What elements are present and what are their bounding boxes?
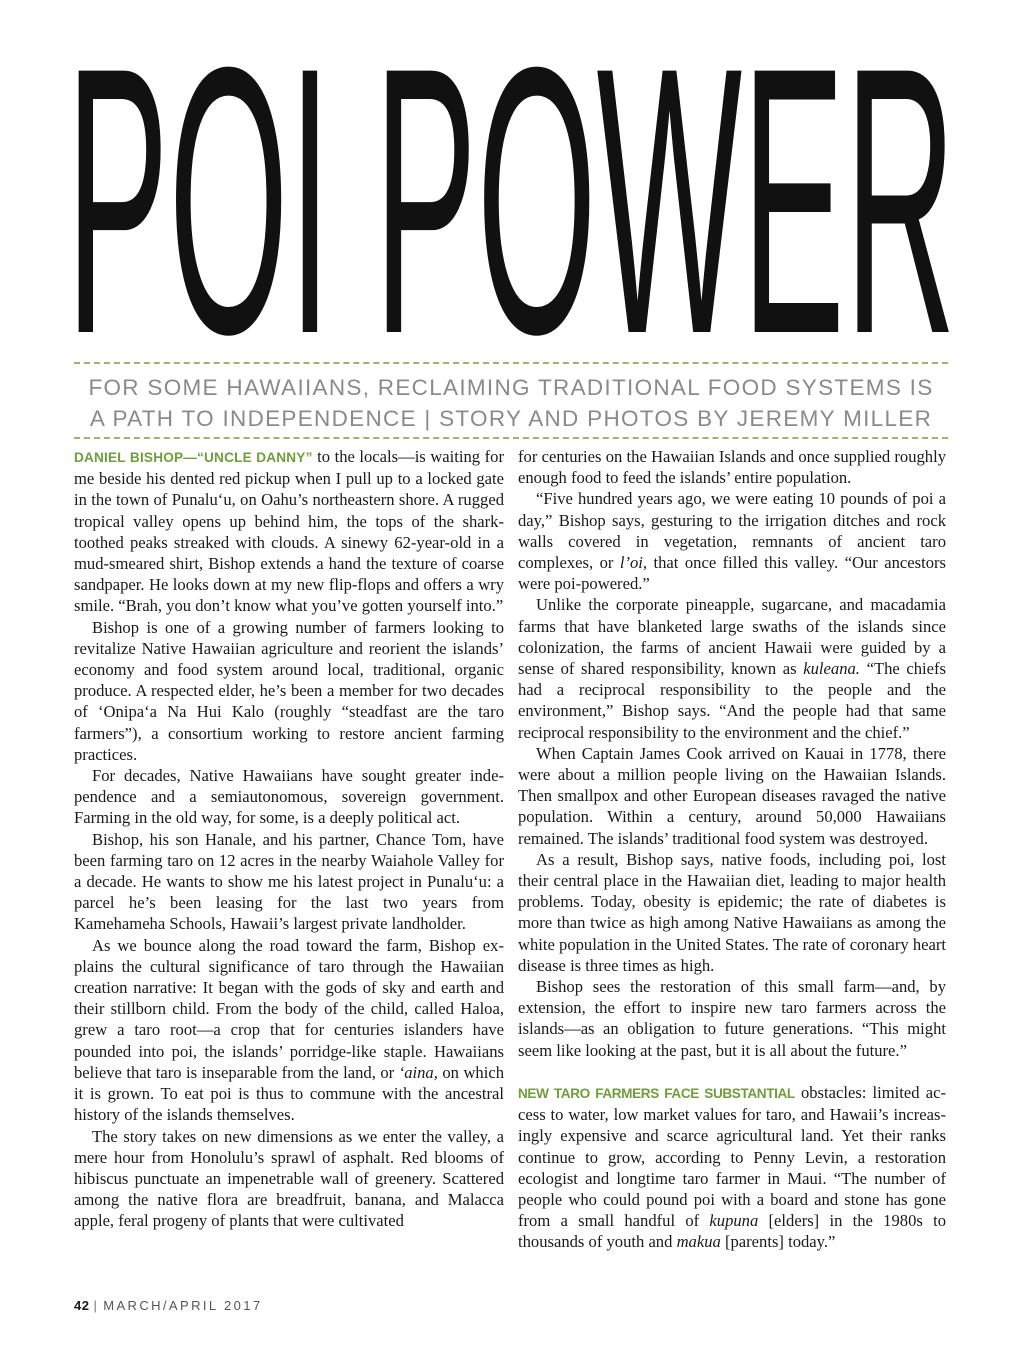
paragraph: As a result, Bishop says, native foods, including poi, lost their central place in the Hawaiian diet, leading to major health problems. Today, obesity is epidemic; the rate of diabetes is more than twice as high among Native Hawaiians as among the white population in the United States. The rate of coronary heart disease is three times as high. — [518, 849, 946, 975]
article-column-left — [74, 446, 504, 1232]
paragraph-text: Unlike the corporate pineapple, sugarcane, and macadamia farms that have blanketed large swaths of the islands since colonization, the farms of ancient Hawaii were guided by a sense of shared responsibility, known as — [518, 595, 946, 679]
paragraph — [518, 594, 946, 742]
headline-text: POI POWER — [66, 48, 956, 354]
page-number: 42 — [74, 1298, 90, 1313]
headline — [66, 48, 956, 354]
paragraph-text: As we bounce along the road toward the farm, Bishop explains the cultural significance of taro through the Hawaiian creation narrative: It began with the gods of sky and earth and their stillborn child. From the body of the child, called Haloa, grew a taro root—a crop that for centuries islanders have pounded into poi, the islands’ porridge-like staple. Hawaiians believe that taro is inseparable from the land, or — [74, 935, 504, 1082]
hawaiian-term: makua — [676, 1232, 721, 1252]
paragraph-text: on which it is grown. To eat poi is thus to commune with the ancestral history of the islands themselves. — [74, 1062, 504, 1125]
deck-subtitle — [74, 372, 948, 434]
paragraph-text: “Five hundred years ago, we were eating 10 pounds of poi a day,” Bishop says, gesturing to the irrigation ditches and rock walls covered in vegetation, remnants of ancient taro complexes, or — [518, 489, 946, 573]
issue-date: MARCH/APRIL 2017 — [103, 1298, 263, 1313]
paragraph: for centuries on the Hawaiian Islands and once supplied roughly enough food to feed the islands’ entire population. — [518, 447, 946, 488]
paragraph — [74, 446, 504, 617]
paragraph-text: [parents] today.” — [720, 1232, 836, 1252]
headline-graphic — [66, 48, 956, 354]
lead-in: DANIEL BISHOP—“UNCLE DANNY” — [74, 450, 313, 465]
paragraph-text: to the locals—is waiting for me beside his dented red pickup when I pull up to a locked gate in the town of Punalu‘u, on Oahu’s northeastern shore. A rugged tropical valley opens up behind him, the tops of the shark-toothed peaks streaked with clouds. A sinewy 62-year-old in a mud-smeared shirt, Bishop extends a hand the texture of coarse sandpaper. He looks down at my new flip-flops and offers a wry smile. “Brah, you don’t know what you’ve gotten yourself into.” — [74, 447, 504, 616]
paragraph — [74, 935, 504, 1126]
paragraph: Bishop, his son Hanale, and his partner, Chance Tom, have been farming taro on 12 acres in the nearby Waiahole Valley for a decade. He wants to show me his latest project in Punalu‘u: a parcel he’s been leasing for the last two years from Kamehameha Schools, Hawaii’s largest private landholder. — [74, 829, 504, 934]
article-column-right — [518, 446, 946, 1253]
paragraph: The story takes on new dimensions as we enter the valley, a mere hour from Honolulu’s sprawl of asphalt. Red blooms of hibiscus punctuate an impenetrable wall of greenery. Scattered among the native flora are breadfruit, banana, and Malacca apple, feral progeny of plants that were cultivated — [74, 1126, 504, 1231]
paragraph-text: “The chiefs had a reciprocal responsibility to the people and the environment,” Bishop says. “And the people had that same reciprocal responsibility to the environment and the chief.” — [518, 659, 946, 742]
paragraph: For decades, Native Hawaiians have sought greater independence and a semiautonomous, sovereign government. Farming in the old way, for some, is a deeply political act. — [74, 766, 504, 828]
hawaiian-term: ‘aina, — [398, 1062, 438, 1082]
folio — [74, 1298, 263, 1313]
hawaiian-term: kupuna — [709, 1211, 759, 1231]
paragraph: When Captain James Cook arrived on Kauai in 1778, there were about a million people living on the Hawaiian Islands. Then smallpox and other European diseases ravaged the native population. Within a century, around 50,000 Hawaiians remained. The islands’ traditional food system was destroyed. — [518, 743, 946, 848]
paragraph: Bishop sees the restoration of this small farm—and, by extension, the effort to inspire new taro farmers across the islands—as an obligation to future generations. “This might seem like looking at the past, but it is all about the future.” — [518, 977, 946, 1060]
paragraph — [518, 488, 946, 594]
hawaiian-term: l’oi, — [619, 553, 648, 573]
section-lead-in: NEW TARO FARMERS FACE SUBSTANTIAL — [518, 1085, 795, 1101]
bottom-dashed-rule — [74, 437, 948, 439]
folio-separator: | — [93, 1298, 100, 1313]
deck-line-2: A PATH TO INDEPENDENCE | STORY AND PHOTOS BY JEREMY MILLER — [89, 406, 933, 431]
paragraph-text: that once filled this valley. “Our ancestors were poi-powered.” — [518, 553, 946, 594]
paragraph — [518, 1082, 946, 1253]
paragraph-text: [elders] in the 1980s to thousands of youth and — [518, 1211, 946, 1252]
hawaiian-term: kuleana. — [803, 659, 860, 679]
deck-line-1: FOR SOME HAWAIIANS, RECLAIMING TRADITIONAL FOOD SYSTEMS IS — [88, 375, 934, 400]
paragraph-text: obstacles: limited access to water, low market values for taro, and Hawaii’s increasingly expensive and scarce agricultural land. Yet their ranks continue to grow, according to Penny Levin, a restoration ecologist and longtime taro farmer in Maui. “The number of people who could pound poi with a board and stone has gone from a small handful of — [518, 1082, 946, 1231]
paragraph: Bishop is one of a growing number of farmers looking to revitalize Native Hawaiian agriculture and reorient the islands’ economy and food system around local, traditional, organic produce. A respected elder, he’s been a member for two decades of ‘Onipa‘a Na Hui Kalo (roughly “steadfast are the taro farmers”), a consortium working to restore ancient farming practices. — [74, 617, 504, 764]
top-dashed-rule — [74, 362, 948, 364]
